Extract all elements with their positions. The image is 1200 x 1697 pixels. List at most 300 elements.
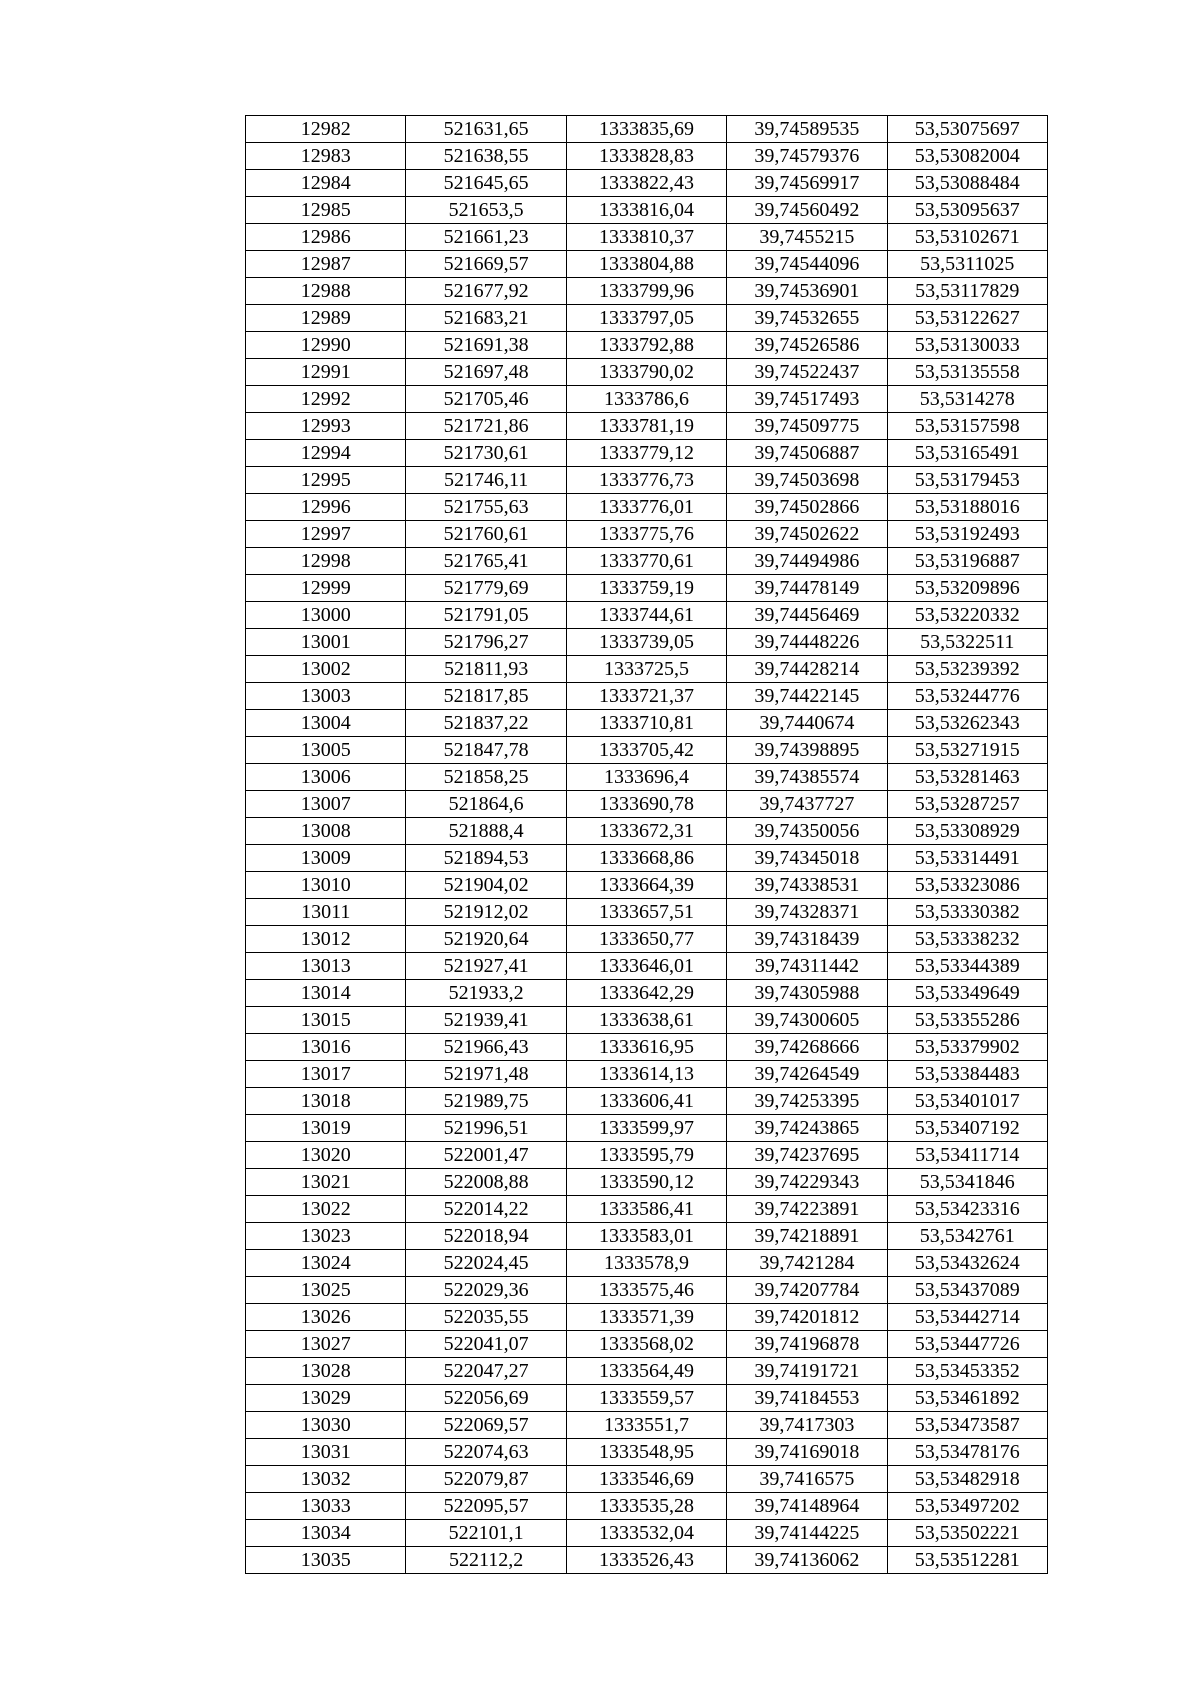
table-row xyxy=(246,1277,1048,1304)
point-number-cell: 13018 xyxy=(246,1088,406,1115)
point-number-cell: 12987 xyxy=(246,251,406,278)
x-coordinate-cell: 522074,63 xyxy=(406,1439,566,1466)
longitude-cell: 39,74502866 xyxy=(727,494,887,521)
table-row xyxy=(246,197,1048,224)
longitude-cell: 39,74532655 xyxy=(727,305,887,332)
y-coordinate-cell: 1333835,69 xyxy=(566,116,726,143)
y-coordinate-cell: 1333575,46 xyxy=(566,1277,726,1304)
point-number-cell: 13022 xyxy=(246,1196,406,1223)
point-number-cell: 13001 xyxy=(246,629,406,656)
longitude-cell: 39,74569917 xyxy=(727,170,887,197)
x-coordinate-cell: 521669,57 xyxy=(406,251,566,278)
y-coordinate-cell: 1333551,7 xyxy=(566,1412,726,1439)
y-coordinate-cell: 1333583,01 xyxy=(566,1223,726,1250)
y-coordinate-cell: 1333614,13 xyxy=(566,1061,726,1088)
latitude-cell: 53,53117829 xyxy=(887,278,1047,305)
x-coordinate-cell: 521796,27 xyxy=(406,629,566,656)
longitude-cell: 39,74478149 xyxy=(727,575,887,602)
table-row xyxy=(246,602,1048,629)
longitude-cell: 39,74560492 xyxy=(727,197,887,224)
point-number-cell: 12991 xyxy=(246,359,406,386)
table-row xyxy=(246,926,1048,953)
table-row xyxy=(246,413,1048,440)
x-coordinate-cell: 521927,41 xyxy=(406,953,566,980)
y-coordinate-cell: 1333776,73 xyxy=(566,467,726,494)
x-coordinate-cell: 521631,65 xyxy=(406,116,566,143)
longitude-cell: 39,7437727 xyxy=(727,791,887,818)
table-row xyxy=(246,818,1048,845)
y-coordinate-cell: 1333578,9 xyxy=(566,1250,726,1277)
longitude-cell: 39,7455215 xyxy=(727,224,887,251)
y-coordinate-cell: 1333797,05 xyxy=(566,305,726,332)
point-number-cell: 13029 xyxy=(246,1385,406,1412)
table-row xyxy=(246,1196,1048,1223)
latitude-cell: 53,53344389 xyxy=(887,953,1047,980)
longitude-cell: 39,74237695 xyxy=(727,1142,887,1169)
longitude-cell: 39,74522437 xyxy=(727,359,887,386)
point-number-cell: 13020 xyxy=(246,1142,406,1169)
x-coordinate-cell: 521894,53 xyxy=(406,845,566,872)
latitude-cell: 53,53330382 xyxy=(887,899,1047,926)
table-row xyxy=(246,116,1048,143)
latitude-cell: 53,53102671 xyxy=(887,224,1047,251)
longitude-cell: 39,74196878 xyxy=(727,1331,887,1358)
x-coordinate-cell: 521645,65 xyxy=(406,170,566,197)
table-row xyxy=(246,359,1048,386)
y-coordinate-cell: 1333804,88 xyxy=(566,251,726,278)
y-coordinate-cell: 1333759,19 xyxy=(566,575,726,602)
point-number-cell: 13021 xyxy=(246,1169,406,1196)
longitude-cell: 39,74169018 xyxy=(727,1439,887,1466)
latitude-cell: 53,53179453 xyxy=(887,467,1047,494)
latitude-cell: 53,53512281 xyxy=(887,1547,1047,1574)
x-coordinate-cell: 521691,38 xyxy=(406,332,566,359)
longitude-cell: 39,74184553 xyxy=(727,1385,887,1412)
table-row xyxy=(246,224,1048,251)
longitude-cell: 39,74350056 xyxy=(727,818,887,845)
latitude-cell: 53,53502221 xyxy=(887,1520,1047,1547)
latitude-cell: 53,53314491 xyxy=(887,845,1047,872)
longitude-cell: 39,74243865 xyxy=(727,1115,887,1142)
point-number-cell: 13023 xyxy=(246,1223,406,1250)
y-coordinate-cell: 1333595,79 xyxy=(566,1142,726,1169)
x-coordinate-cell: 521858,25 xyxy=(406,764,566,791)
point-number-cell: 12989 xyxy=(246,305,406,332)
y-coordinate-cell: 1333568,02 xyxy=(566,1331,726,1358)
longitude-cell: 39,74526586 xyxy=(727,332,887,359)
y-coordinate-cell: 1333599,97 xyxy=(566,1115,726,1142)
x-coordinate-cell: 522035,55 xyxy=(406,1304,566,1331)
x-coordinate-cell: 521847,78 xyxy=(406,737,566,764)
longitude-cell: 39,74338531 xyxy=(727,872,887,899)
longitude-cell: 39,74503698 xyxy=(727,467,887,494)
latitude-cell: 53,53082004 xyxy=(887,143,1047,170)
coordinates-table-body xyxy=(246,116,1048,1574)
latitude-cell: 53,53401017 xyxy=(887,1088,1047,1115)
x-coordinate-cell: 522008,88 xyxy=(406,1169,566,1196)
table-row xyxy=(246,737,1048,764)
table-row xyxy=(246,764,1048,791)
latitude-cell: 53,53432624 xyxy=(887,1250,1047,1277)
x-coordinate-cell: 522095,57 xyxy=(406,1493,566,1520)
point-number-cell: 13026 xyxy=(246,1304,406,1331)
y-coordinate-cell: 1333725,5 xyxy=(566,656,726,683)
latitude-cell: 53,53281463 xyxy=(887,764,1047,791)
latitude-cell: 53,53188016 xyxy=(887,494,1047,521)
latitude-cell: 53,53075697 xyxy=(887,116,1047,143)
x-coordinate-cell: 521677,92 xyxy=(406,278,566,305)
longitude-cell: 39,74148964 xyxy=(727,1493,887,1520)
point-number-cell: 12993 xyxy=(246,413,406,440)
x-coordinate-cell: 521638,55 xyxy=(406,143,566,170)
latitude-cell: 53,53271915 xyxy=(887,737,1047,764)
table-row xyxy=(246,1439,1048,1466)
table-row xyxy=(246,1385,1048,1412)
longitude-cell: 39,74144225 xyxy=(727,1520,887,1547)
table-row xyxy=(246,332,1048,359)
latitude-cell: 53,53349649 xyxy=(887,980,1047,1007)
point-number-cell: 13003 xyxy=(246,683,406,710)
y-coordinate-cell: 1333822,43 xyxy=(566,170,726,197)
x-coordinate-cell: 521966,43 xyxy=(406,1034,566,1061)
point-number-cell: 12996 xyxy=(246,494,406,521)
point-number-cell: 12988 xyxy=(246,278,406,305)
longitude-cell: 39,74328371 xyxy=(727,899,887,926)
y-coordinate-cell: 1333828,83 xyxy=(566,143,726,170)
x-coordinate-cell: 522069,57 xyxy=(406,1412,566,1439)
point-number-cell: 13030 xyxy=(246,1412,406,1439)
latitude-cell: 53,53478176 xyxy=(887,1439,1047,1466)
y-coordinate-cell: 1333586,41 xyxy=(566,1196,726,1223)
table-row xyxy=(246,278,1048,305)
latitude-cell: 53,5314278 xyxy=(887,386,1047,413)
y-coordinate-cell: 1333705,42 xyxy=(566,737,726,764)
y-coordinate-cell: 1333650,77 xyxy=(566,926,726,953)
y-coordinate-cell: 1333770,61 xyxy=(566,548,726,575)
x-coordinate-cell: 521933,2 xyxy=(406,980,566,1007)
table-row xyxy=(246,305,1048,332)
longitude-cell: 39,74253395 xyxy=(727,1088,887,1115)
table-row xyxy=(246,1169,1048,1196)
y-coordinate-cell: 1333810,37 xyxy=(566,224,726,251)
x-coordinate-cell: 522056,69 xyxy=(406,1385,566,1412)
x-coordinate-cell: 521697,48 xyxy=(406,359,566,386)
longitude-cell: 39,74300605 xyxy=(727,1007,887,1034)
longitude-cell: 39,74448226 xyxy=(727,629,887,656)
y-coordinate-cell: 1333646,01 xyxy=(566,953,726,980)
latitude-cell: 53,53437089 xyxy=(887,1277,1047,1304)
y-coordinate-cell: 1333744,61 xyxy=(566,602,726,629)
y-coordinate-cell: 1333668,86 xyxy=(566,845,726,872)
y-coordinate-cell: 1333571,39 xyxy=(566,1304,726,1331)
x-coordinate-cell: 521996,51 xyxy=(406,1115,566,1142)
y-coordinate-cell: 1333816,04 xyxy=(566,197,726,224)
y-coordinate-cell: 1333664,39 xyxy=(566,872,726,899)
latitude-cell: 53,53379902 xyxy=(887,1034,1047,1061)
table-row xyxy=(246,467,1048,494)
point-number-cell: 12998 xyxy=(246,548,406,575)
longitude-cell: 39,74311442 xyxy=(727,953,887,980)
point-number-cell: 13024 xyxy=(246,1250,406,1277)
latitude-cell: 53,53384483 xyxy=(887,1061,1047,1088)
y-coordinate-cell: 1333781,19 xyxy=(566,413,726,440)
y-coordinate-cell: 1333526,43 xyxy=(566,1547,726,1574)
point-number-cell: 13017 xyxy=(246,1061,406,1088)
table-row xyxy=(246,1034,1048,1061)
x-coordinate-cell: 521746,11 xyxy=(406,467,566,494)
longitude-cell: 39,74517493 xyxy=(727,386,887,413)
point-number-cell: 13033 xyxy=(246,1493,406,1520)
table-row xyxy=(246,1115,1048,1142)
point-number-cell: 13019 xyxy=(246,1115,406,1142)
table-row xyxy=(246,791,1048,818)
latitude-cell: 53,53473587 xyxy=(887,1412,1047,1439)
x-coordinate-cell: 521730,61 xyxy=(406,440,566,467)
coordinates-table xyxy=(245,115,1048,1574)
longitude-cell: 39,74579376 xyxy=(727,143,887,170)
latitude-cell: 53,5342761 xyxy=(887,1223,1047,1250)
table-row xyxy=(246,575,1048,602)
table-row xyxy=(246,1304,1048,1331)
y-coordinate-cell: 1333779,12 xyxy=(566,440,726,467)
latitude-cell: 53,53442714 xyxy=(887,1304,1047,1331)
longitude-cell: 39,74201812 xyxy=(727,1304,887,1331)
table-row xyxy=(246,1250,1048,1277)
table-row xyxy=(246,872,1048,899)
x-coordinate-cell: 521837,22 xyxy=(406,710,566,737)
longitude-cell: 39,74385574 xyxy=(727,764,887,791)
point-number-cell: 12994 xyxy=(246,440,406,467)
x-coordinate-cell: 521971,48 xyxy=(406,1061,566,1088)
latitude-cell: 53,5322511 xyxy=(887,629,1047,656)
longitude-cell: 39,74305988 xyxy=(727,980,887,1007)
longitude-cell: 39,74544096 xyxy=(727,251,887,278)
longitude-cell: 39,74536901 xyxy=(727,278,887,305)
y-coordinate-cell: 1333786,6 xyxy=(566,386,726,413)
latitude-cell: 53,5311025 xyxy=(887,251,1047,278)
table-row xyxy=(246,521,1048,548)
latitude-cell: 53,53407192 xyxy=(887,1115,1047,1142)
y-coordinate-cell: 1333696,4 xyxy=(566,764,726,791)
table-row xyxy=(246,980,1048,1007)
y-coordinate-cell: 1333672,31 xyxy=(566,818,726,845)
point-number-cell: 13008 xyxy=(246,818,406,845)
y-coordinate-cell: 1333657,51 xyxy=(566,899,726,926)
latitude-cell: 53,53497202 xyxy=(887,1493,1047,1520)
point-number-cell: 13005 xyxy=(246,737,406,764)
table-row xyxy=(246,683,1048,710)
latitude-cell: 53,53447726 xyxy=(887,1331,1047,1358)
y-coordinate-cell: 1333616,95 xyxy=(566,1034,726,1061)
table-row xyxy=(246,1520,1048,1547)
x-coordinate-cell: 521939,41 xyxy=(406,1007,566,1034)
longitude-cell: 39,74589535 xyxy=(727,116,887,143)
latitude-cell: 53,53287257 xyxy=(887,791,1047,818)
longitude-cell: 39,74318439 xyxy=(727,926,887,953)
latitude-cell: 53,53482918 xyxy=(887,1466,1047,1493)
x-coordinate-cell: 521683,21 xyxy=(406,305,566,332)
x-coordinate-cell: 521755,63 xyxy=(406,494,566,521)
latitude-cell: 53,53088484 xyxy=(887,170,1047,197)
longitude-cell: 39,7421284 xyxy=(727,1250,887,1277)
latitude-cell: 53,53262343 xyxy=(887,710,1047,737)
x-coordinate-cell: 522041,07 xyxy=(406,1331,566,1358)
point-number-cell: 13013 xyxy=(246,953,406,980)
latitude-cell: 53,53209896 xyxy=(887,575,1047,602)
y-coordinate-cell: 1333532,04 xyxy=(566,1520,726,1547)
longitude-cell: 39,74268666 xyxy=(727,1034,887,1061)
x-coordinate-cell: 521721,86 xyxy=(406,413,566,440)
y-coordinate-cell: 1333799,96 xyxy=(566,278,726,305)
latitude-cell: 53,53157598 xyxy=(887,413,1047,440)
latitude-cell: 53,53192493 xyxy=(887,521,1047,548)
y-coordinate-cell: 1333642,29 xyxy=(566,980,726,1007)
longitude-cell: 39,74264549 xyxy=(727,1061,887,1088)
point-number-cell: 12984 xyxy=(246,170,406,197)
y-coordinate-cell: 1333546,69 xyxy=(566,1466,726,1493)
longitude-cell: 39,7417303 xyxy=(727,1412,887,1439)
table-row xyxy=(246,143,1048,170)
x-coordinate-cell: 521661,23 xyxy=(406,224,566,251)
latitude-cell: 53,53220332 xyxy=(887,602,1047,629)
point-number-cell: 13032 xyxy=(246,1466,406,1493)
x-coordinate-cell: 521904,02 xyxy=(406,872,566,899)
longitude-cell: 39,74229343 xyxy=(727,1169,887,1196)
table-row xyxy=(246,251,1048,278)
x-coordinate-cell: 521920,64 xyxy=(406,926,566,953)
y-coordinate-cell: 1333690,78 xyxy=(566,791,726,818)
point-number-cell: 13015 xyxy=(246,1007,406,1034)
x-coordinate-cell: 521765,41 xyxy=(406,548,566,575)
point-number-cell: 13010 xyxy=(246,872,406,899)
longitude-cell: 39,74428214 xyxy=(727,656,887,683)
longitude-cell: 39,74398895 xyxy=(727,737,887,764)
latitude-cell: 53,53196887 xyxy=(887,548,1047,575)
latitude-cell: 53,53355286 xyxy=(887,1007,1047,1034)
x-coordinate-cell: 521864,6 xyxy=(406,791,566,818)
y-coordinate-cell: 1333590,12 xyxy=(566,1169,726,1196)
y-coordinate-cell: 1333638,61 xyxy=(566,1007,726,1034)
latitude-cell: 53,53453352 xyxy=(887,1358,1047,1385)
longitude-cell: 39,74345018 xyxy=(727,845,887,872)
point-number-cell: 12985 xyxy=(246,197,406,224)
x-coordinate-cell: 521760,61 xyxy=(406,521,566,548)
table-row xyxy=(246,440,1048,467)
longitude-cell: 39,74456469 xyxy=(727,602,887,629)
longitude-cell: 39,74223891 xyxy=(727,1196,887,1223)
x-coordinate-cell: 522024,45 xyxy=(406,1250,566,1277)
table-row xyxy=(246,1223,1048,1250)
y-coordinate-cell: 1333790,02 xyxy=(566,359,726,386)
point-number-cell: 13031 xyxy=(246,1439,406,1466)
latitude-cell: 53,53239392 xyxy=(887,656,1047,683)
y-coordinate-cell: 1333535,28 xyxy=(566,1493,726,1520)
point-number-cell: 12982 xyxy=(246,116,406,143)
latitude-cell: 53,53165491 xyxy=(887,440,1047,467)
x-coordinate-cell: 522047,27 xyxy=(406,1358,566,1385)
table-row xyxy=(246,953,1048,980)
latitude-cell: 53,53244776 xyxy=(887,683,1047,710)
point-number-cell: 13012 xyxy=(246,926,406,953)
point-number-cell: 13007 xyxy=(246,791,406,818)
table-row xyxy=(246,1061,1048,1088)
table-row xyxy=(246,1358,1048,1385)
longitude-cell: 39,7416575 xyxy=(727,1466,887,1493)
y-coordinate-cell: 1333776,01 xyxy=(566,494,726,521)
point-number-cell: 13016 xyxy=(246,1034,406,1061)
x-coordinate-cell: 521779,69 xyxy=(406,575,566,602)
x-coordinate-cell: 522112,2 xyxy=(406,1547,566,1574)
point-number-cell: 12997 xyxy=(246,521,406,548)
longitude-cell: 39,74506887 xyxy=(727,440,887,467)
longitude-cell: 39,74502622 xyxy=(727,521,887,548)
table-row xyxy=(246,548,1048,575)
y-coordinate-cell: 1333606,41 xyxy=(566,1088,726,1115)
point-number-cell: 13025 xyxy=(246,1277,406,1304)
x-coordinate-cell: 521653,5 xyxy=(406,197,566,224)
latitude-cell: 53,53423316 xyxy=(887,1196,1047,1223)
latitude-cell: 53,53338232 xyxy=(887,926,1047,953)
point-number-cell: 13011 xyxy=(246,899,406,926)
point-number-cell: 13034 xyxy=(246,1520,406,1547)
y-coordinate-cell: 1333548,95 xyxy=(566,1439,726,1466)
longitude-cell: 39,74494986 xyxy=(727,548,887,575)
table-row xyxy=(246,899,1048,926)
y-coordinate-cell: 1333721,37 xyxy=(566,683,726,710)
point-number-cell: 13028 xyxy=(246,1358,406,1385)
point-number-cell: 13000 xyxy=(246,602,406,629)
longitude-cell: 39,74218891 xyxy=(727,1223,887,1250)
point-number-cell: 13004 xyxy=(246,710,406,737)
longitude-cell: 39,7440674 xyxy=(727,710,887,737)
table-row xyxy=(246,845,1048,872)
table-row xyxy=(246,1007,1048,1034)
longitude-cell: 39,74509775 xyxy=(727,413,887,440)
y-coordinate-cell: 1333792,88 xyxy=(566,332,726,359)
latitude-cell: 53,53323086 xyxy=(887,872,1047,899)
latitude-cell: 53,5341846 xyxy=(887,1169,1047,1196)
longitude-cell: 39,74207784 xyxy=(727,1277,887,1304)
table-row xyxy=(246,629,1048,656)
point-number-cell: 12992 xyxy=(246,386,406,413)
point-number-cell: 13035 xyxy=(246,1547,406,1574)
latitude-cell: 53,53122627 xyxy=(887,305,1047,332)
y-coordinate-cell: 1333710,81 xyxy=(566,710,726,737)
latitude-cell: 53,53308929 xyxy=(887,818,1047,845)
table-row xyxy=(246,1547,1048,1574)
point-number-cell: 13027 xyxy=(246,1331,406,1358)
y-coordinate-cell: 1333559,57 xyxy=(566,1385,726,1412)
table-row xyxy=(246,1493,1048,1520)
table-row xyxy=(246,386,1048,413)
x-coordinate-cell: 522029,36 xyxy=(406,1277,566,1304)
latitude-cell: 53,53461892 xyxy=(887,1385,1047,1412)
point-number-cell: 12995 xyxy=(246,467,406,494)
longitude-cell: 39,74422145 xyxy=(727,683,887,710)
latitude-cell: 53,53095637 xyxy=(887,197,1047,224)
x-coordinate-cell: 522101,1 xyxy=(406,1520,566,1547)
x-coordinate-cell: 522079,87 xyxy=(406,1466,566,1493)
point-number-cell: 13006 xyxy=(246,764,406,791)
y-coordinate-cell: 1333564,49 xyxy=(566,1358,726,1385)
longitude-cell: 39,74191721 xyxy=(727,1358,887,1385)
point-number-cell: 13014 xyxy=(246,980,406,1007)
table-row xyxy=(246,1466,1048,1493)
latitude-cell: 53,53411714 xyxy=(887,1142,1047,1169)
latitude-cell: 53,53135558 xyxy=(887,359,1047,386)
x-coordinate-cell: 521811,93 xyxy=(406,656,566,683)
table-row xyxy=(246,1412,1048,1439)
